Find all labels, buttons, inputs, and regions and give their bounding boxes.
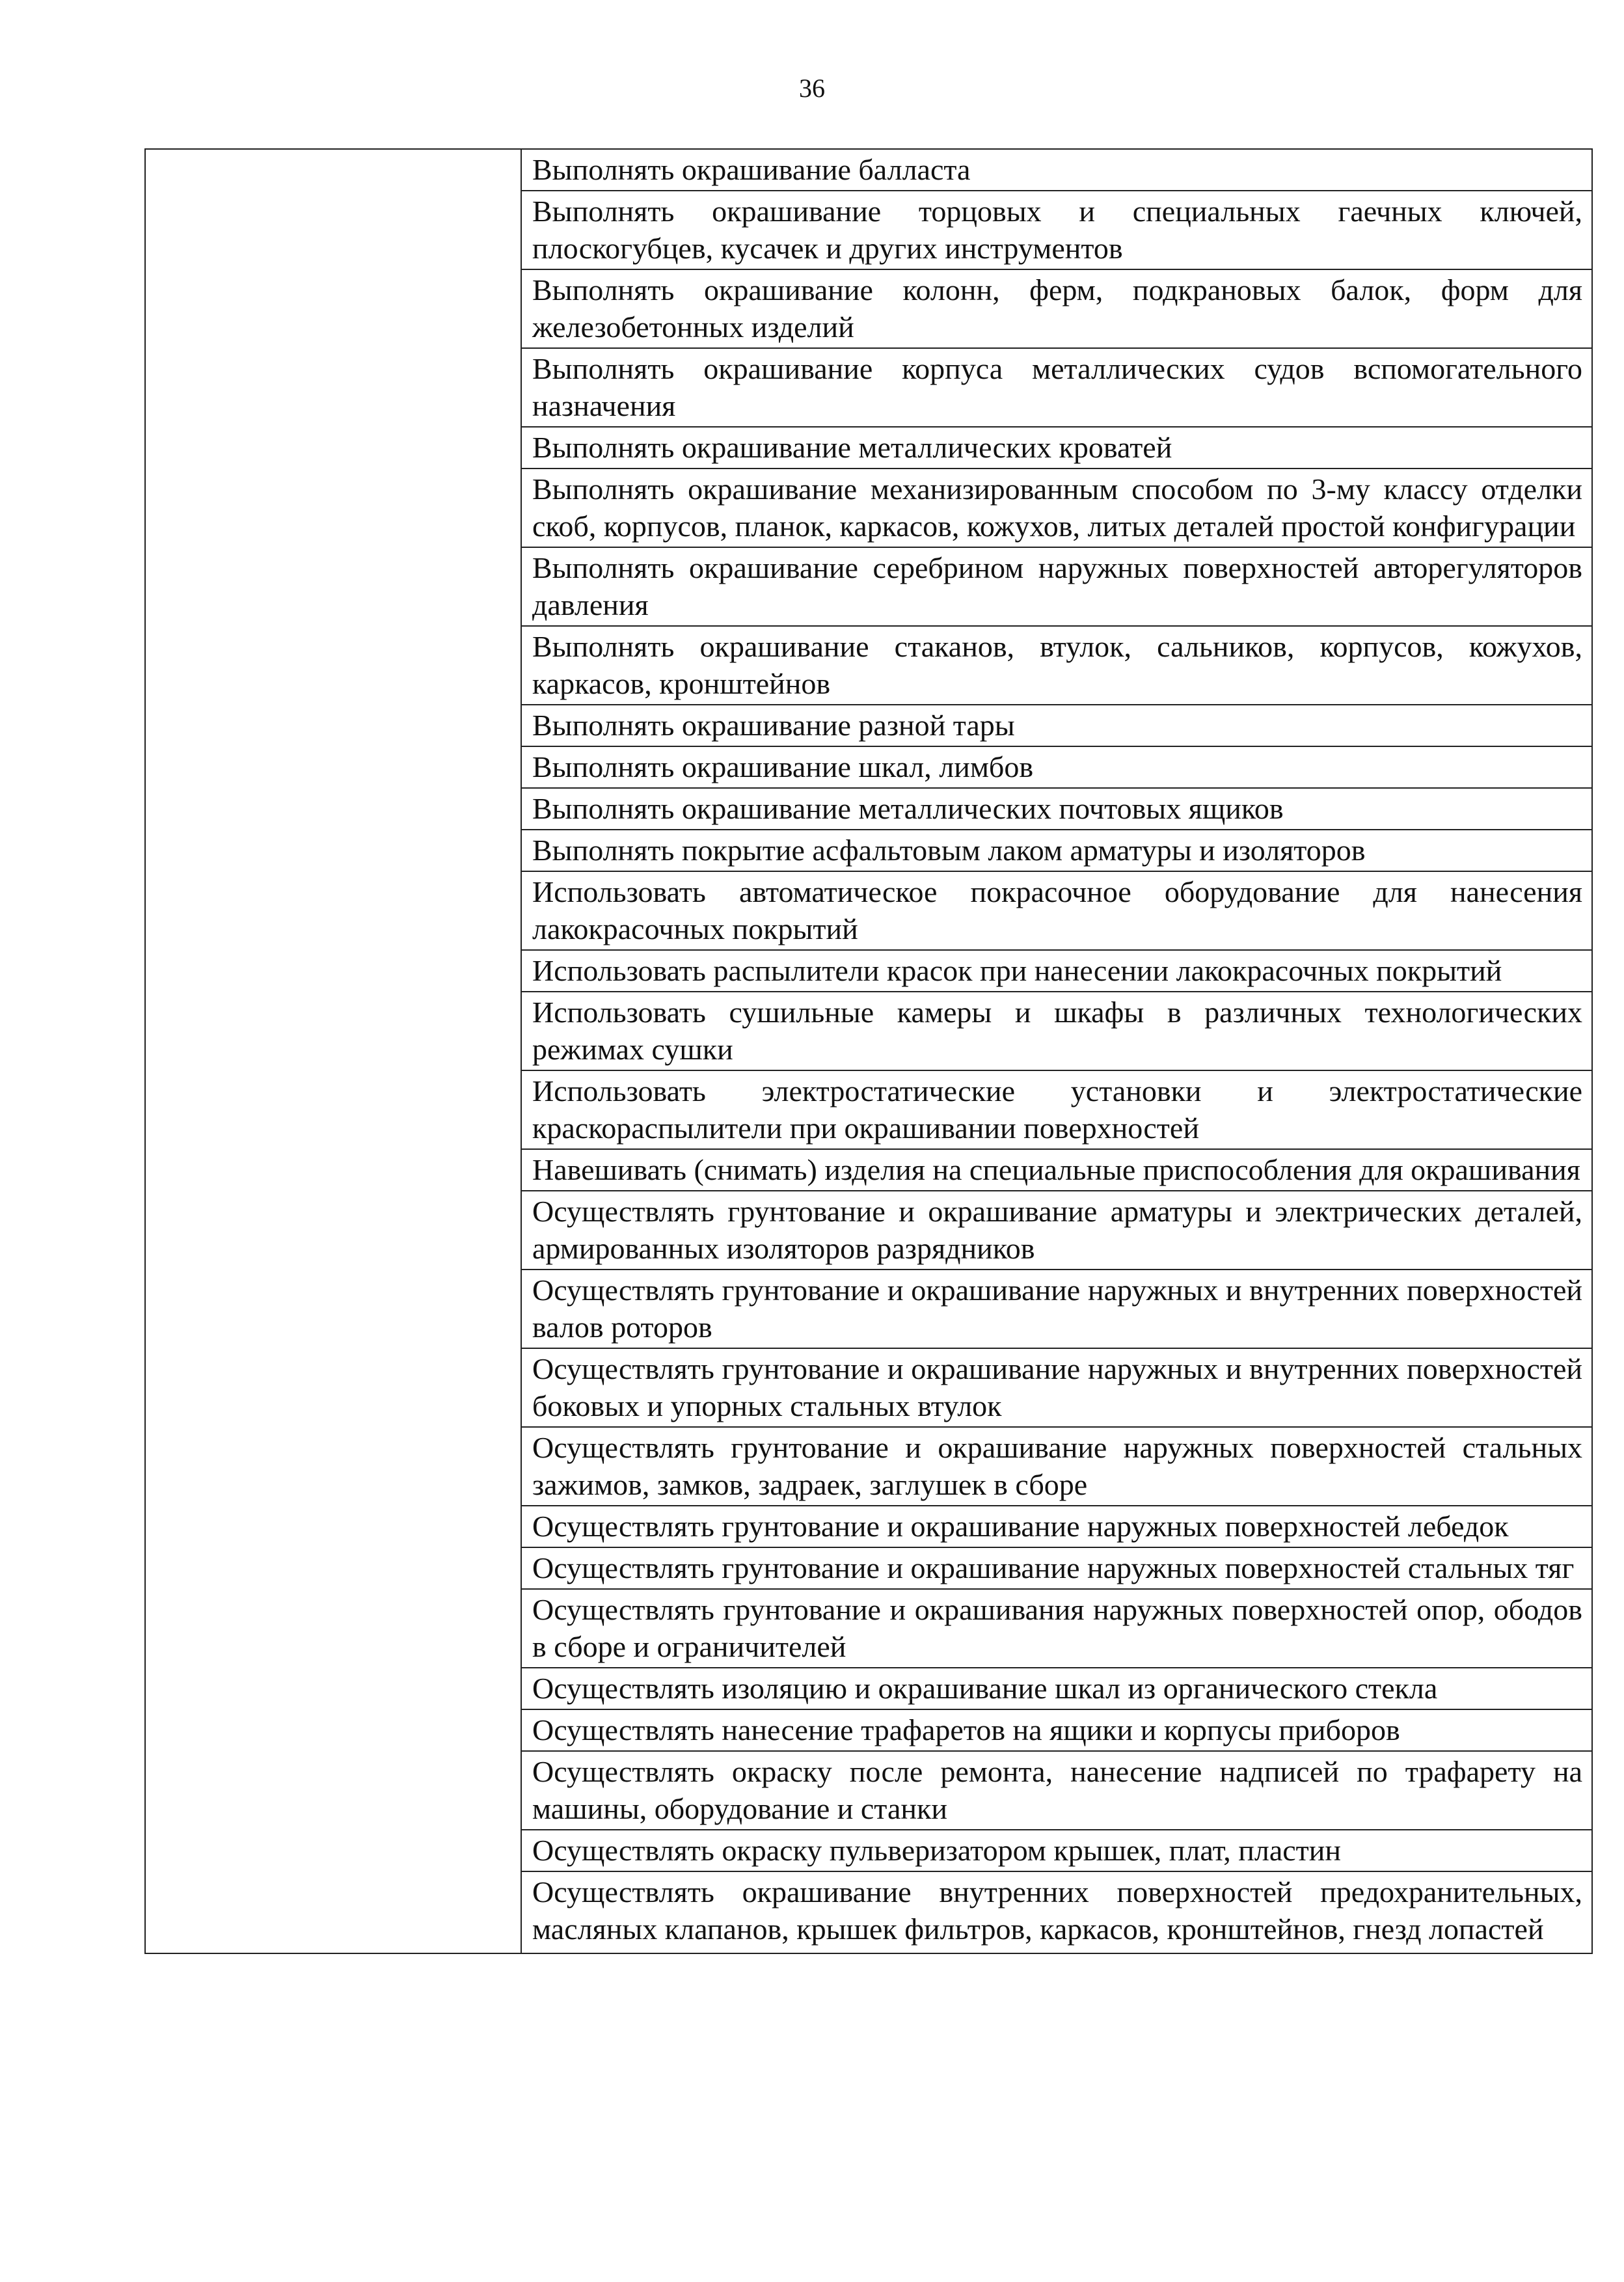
skill-item: Осуществлять грунтование и окрашивание наружных и внутренних поверхностей валов роторов (522, 1270, 1591, 1349)
skill-item: Выполнять окрашивание корпуса металлических судов вспомогательного назначения (522, 349, 1591, 428)
skill-item: Выполнять покрытие асфальтовым лаком арматуры и изоляторов (522, 830, 1591, 872)
skill-item: Осуществлять грунтование и окрашивание наружных поверхностей стальных тяг (522, 1548, 1591, 1590)
skill-item: Осуществлять изоляцию и окрашивание шкал из органического стекла (522, 1668, 1591, 1710)
page-number: 36 (799, 74, 825, 103)
skill-item: Выполнять окрашивание торцовых и специальных гаечных ключей, плоскогубцев, кусачек и других инструментов (522, 191, 1591, 270)
skill-item: Осуществлять грунтование и окрашивания наружных поверхностей опор, ободов в сборе и ограничителей (522, 1590, 1591, 1668)
skill-item: Выполнять окрашивание стаканов, втулок, сальников, корпусов, кожухов, каркасов, кронштейнов (522, 627, 1591, 705)
skill-item: Выполнять окрашивание балласта (522, 150, 1591, 191)
skill-item: Осуществлять грунтование и окрашивание наружных и внутренних поверхностей боковых и упорных стальных втулок (522, 1349, 1591, 1428)
skill-item: Осуществлять грунтование и окрашивание арматуры и электрических деталей, армированных изоляторов разрядников (522, 1191, 1591, 1270)
skill-item: Осуществлять грунтование и окрашивание наружных поверхностей лебедок (522, 1506, 1591, 1548)
skill-item: Использовать автоматическое покрасочное оборудование для нанесения лакокрасочных покрытий (522, 872, 1591, 951)
skill-item: Выполнять окрашивание шкал, лимбов (522, 747, 1591, 789)
skill-item: Осуществлять нанесение трафаретов на ящики и корпусы приборов (522, 1710, 1591, 1752)
right-column-cell (521, 149, 1592, 1953)
skill-item: Выполнять окрашивание механизированным способом по 3-му классу отделки скоб, корпусов, планок, каркасов, кожухов, литых деталей простой конфигурации (522, 469, 1591, 548)
skill-item: Выполнять окрашивание разной тары (522, 705, 1591, 747)
skill-item: Использовать распылители красок при нанесении лакокрасочных покрытий (522, 951, 1591, 992)
skill-item: Выполнять окрашивание металлических почтовых ящиков (522, 789, 1591, 830)
skills-table (144, 148, 1593, 1954)
skill-item: Выполнять окрашивание серебрином наружных поверхностей авторегуляторов давления (522, 548, 1591, 627)
skill-item: Выполнять окрашивание металлических кроватей (522, 428, 1591, 469)
skill-item: Осуществлять грунтование и окрашивание наружных поверхностей стальных зажимов, замков, задраек, заглушек в сборе (522, 1428, 1591, 1506)
skill-item: Осуществлять окраску после ремонта, нанесение надписей по трафарету на машины, оборудование и станки (522, 1752, 1591, 1830)
table-row (145, 149, 1592, 1953)
skill-item: Использовать электростатические установки и электростатические краскораспылители при окрашивании поверхностей (522, 1071, 1591, 1150)
skill-item: Использовать сушильные камеры и шкафы в различных технологических режимах сушки (522, 992, 1591, 1071)
left-column-cell (145, 149, 521, 1953)
skill-item: Осуществлять окраску пульверизатором крышек, плат, пластин (522, 1830, 1591, 1872)
skill-item: Осуществлять окрашивание внутренних поверхностей предохранительных, масляных клапанов, крышек фильтров, каркасов, кронштейнов, гнезд лопастей (532, 1875, 1582, 1946)
skill-item: Навешивать (снимать) изделия на специальные приспособления для окрашивания (522, 1150, 1591, 1191)
skill-item: Выполнять окрашивание колонн, ферм, подкрановых балок, форм для железобетонных изделий (522, 270, 1591, 349)
